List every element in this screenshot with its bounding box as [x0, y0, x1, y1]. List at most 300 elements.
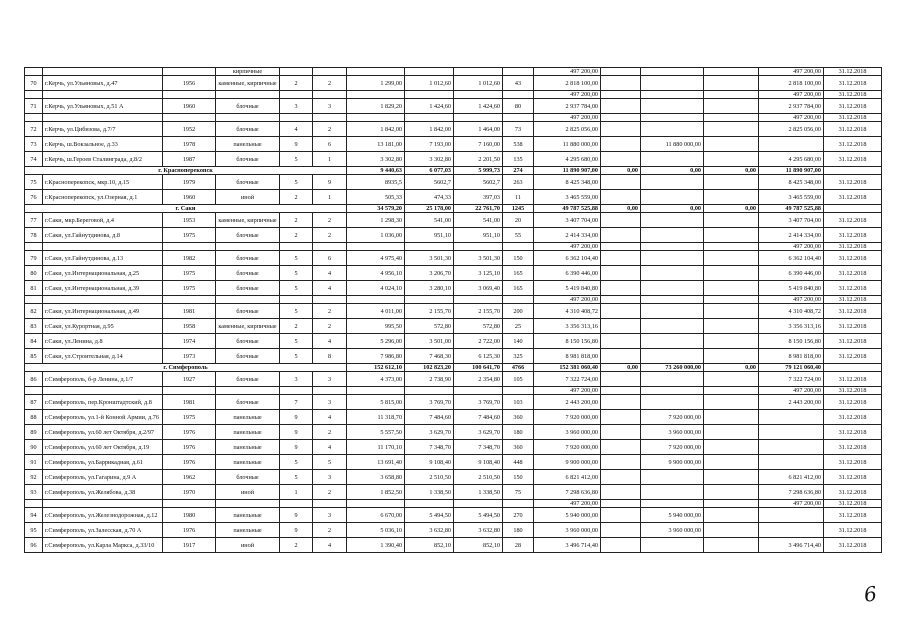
cell-floors: 2	[280, 319, 313, 334]
cell-area_living: 572,80	[405, 319, 454, 334]
cell-floors: 2	[280, 538, 313, 553]
cell-residents: 360	[503, 410, 534, 425]
total-local_budget: 0,00	[704, 364, 759, 372]
cell-local_budget	[704, 410, 759, 425]
cell-date: 31.12.2018	[824, 296, 882, 304]
total-date	[824, 167, 882, 175]
cell-local_budget	[704, 387, 759, 395]
cell-year: 1981	[163, 395, 216, 410]
cell-cost_total: 11 880 000,00	[534, 137, 601, 152]
cell-subsidy	[601, 319, 641, 334]
cell-material: блочные	[216, 372, 280, 387]
cell-address	[43, 500, 163, 508]
cell-residents: 11	[503, 190, 534, 205]
cell-floors: 2	[280, 213, 313, 228]
page-number: 6	[862, 581, 879, 607]
cell-residents: 103	[503, 395, 534, 410]
cell-local_budget	[704, 91, 759, 99]
cell-fund_cost	[641, 296, 704, 304]
table-row	[25, 91, 882, 99]
cell-floors: 9	[280, 137, 313, 152]
cell-residents: 43	[503, 76, 534, 91]
cell-residents	[503, 387, 534, 395]
cell-year: 1975	[163, 228, 216, 243]
cell-cost_total: 2 818 100,00	[534, 76, 601, 91]
cell-local_budget	[704, 440, 759, 455]
table-row	[25, 334, 882, 349]
cell-material: блочные	[216, 470, 280, 485]
cell-address: г.Саки, ул.Интернациональная, д.39	[43, 281, 163, 296]
cell-local_budget	[704, 76, 759, 91]
cell-no	[25, 296, 43, 304]
cell-owners: 7 322 724,00	[759, 372, 824, 387]
cell-entrances	[313, 296, 347, 304]
cell-local_budget	[704, 281, 759, 296]
cell-owners	[759, 137, 824, 152]
cell-material: блочные	[216, 304, 280, 319]
cell-cost_total: 7 920 000,00	[534, 410, 601, 425]
cell-subsidy	[601, 99, 641, 114]
cell-residents: 325	[503, 349, 534, 364]
cell-no	[25, 387, 43, 395]
cell-area_housing	[454, 296, 503, 304]
cell-material: панельные	[216, 440, 280, 455]
cell-entrances: 5	[313, 455, 347, 470]
cell-subsidy	[601, 213, 641, 228]
table-row	[25, 485, 882, 500]
cell-no: 90	[25, 440, 43, 455]
cell-date: 31.12.2018	[824, 319, 882, 334]
cell-residents	[503, 296, 534, 304]
cell-address: г.Керчь, ш.Героев Сталинграда, д.8/2	[43, 152, 163, 167]
cell-area_living: 3 206,70	[405, 266, 454, 281]
cell-date: 31.12.2018	[824, 410, 882, 425]
cell-date: 31.12.2018	[824, 455, 882, 470]
cell-entrances: 4	[313, 440, 347, 455]
cell-date: 31.12.2018	[824, 228, 882, 243]
cell-area_housing: 397,03	[454, 190, 503, 205]
cell-floors	[280, 91, 313, 99]
cell-area_living: 3 302,80	[405, 152, 454, 167]
cell-area_total: 4 956,10	[347, 266, 405, 281]
cell-area_housing: 541,00	[454, 213, 503, 228]
cell-local_budget	[704, 296, 759, 304]
cell-residents: 180	[503, 523, 534, 538]
cell-year	[163, 114, 216, 122]
cell-residents: 73	[503, 122, 534, 137]
table-row	[25, 228, 882, 243]
cell-no: 74	[25, 152, 43, 167]
cell-year: 1980	[163, 508, 216, 523]
total-fund_cost: 0,00	[641, 167, 704, 175]
cell-area_housing: 5602,7	[454, 175, 503, 190]
cell-residents: 150	[503, 251, 534, 266]
cell-no: 89	[25, 425, 43, 440]
cell-residents: 150	[503, 470, 534, 485]
cell-fund_cost	[641, 243, 704, 251]
cell-area_housing: 7 484,60	[454, 410, 503, 425]
cell-owners: 2 414 334,00	[759, 228, 824, 243]
cell-owners: 497 200,00	[759, 114, 824, 122]
cell-subsidy	[601, 349, 641, 364]
cell-residents: 25	[503, 319, 534, 334]
cell-area_housing: 3 501,30	[454, 251, 503, 266]
cell-cost_total: 2 937 784,00	[534, 99, 601, 114]
register-sheet	[24, 67, 881, 553]
cell-no: 91	[25, 455, 43, 470]
cell-owners: 6 362 104,40	[759, 251, 824, 266]
total-residents: 4766	[503, 364, 534, 372]
cell-subsidy	[601, 114, 641, 122]
cell-cost_total: 497 200,00	[534, 387, 601, 395]
cell-no: 71	[25, 99, 43, 114]
cell-residents	[503, 243, 534, 251]
cell-address: г.Красноперекопск, ул.Озерная, д.1	[43, 190, 163, 205]
cell-owners: 497 200,00	[759, 296, 824, 304]
cell-area_housing: 1 464,00	[454, 122, 503, 137]
cell-area_living: 3 629,70	[405, 425, 454, 440]
cell-area_living: 3 501,00	[405, 334, 454, 349]
total-area_total: 34 579,20	[347, 205, 405, 213]
cell-fund_cost	[641, 190, 704, 205]
cell-owners: 5 419 840,80	[759, 281, 824, 296]
cell-entrances	[313, 68, 347, 76]
cell-fund_cost	[641, 395, 704, 410]
cell-year: 1979	[163, 175, 216, 190]
table-row	[25, 281, 882, 296]
cell-owners: 7 298 636,80	[759, 485, 824, 500]
cell-owners	[759, 508, 824, 523]
cell-floors: 9	[280, 410, 313, 425]
cell-area_housing: 3 069,40	[454, 281, 503, 296]
cell-material: панельные	[216, 410, 280, 425]
cell-address	[43, 114, 163, 122]
cell-subsidy	[601, 387, 641, 395]
cell-date: 31.12.2018	[824, 76, 882, 91]
cell-fund_cost	[641, 304, 704, 319]
cell-material: блочные	[216, 281, 280, 296]
cell-entrances: 2	[313, 213, 347, 228]
cell-year: 1958	[163, 319, 216, 334]
cell-local_budget	[704, 508, 759, 523]
cell-area_total: 13 691,40	[347, 455, 405, 470]
cell-area_living	[405, 114, 454, 122]
cell-date: 31.12.2018	[824, 251, 882, 266]
cell-area_living: 9 108,40	[405, 455, 454, 470]
cell-address: г.Керчь, ш.Вокзальное, д.33	[43, 137, 163, 152]
cell-address: г.Симферополь, ул.Залесская, д.70 А	[43, 523, 163, 538]
cell-local_budget	[704, 319, 759, 334]
cell-floors	[280, 387, 313, 395]
cell-address	[43, 91, 163, 99]
cell-no: 96	[25, 538, 43, 553]
cell-floors: 3	[280, 372, 313, 387]
cell-subsidy	[601, 304, 641, 319]
cell-address: г.Саки, ул.Интернациональная, д.49	[43, 304, 163, 319]
cell-local_budget	[704, 99, 759, 114]
cell-area_housing: 3 629,70	[454, 425, 503, 440]
cell-local_budget	[704, 137, 759, 152]
cell-date: 31.12.2018	[824, 152, 882, 167]
total-cost_total: 11 890 907,00	[534, 167, 601, 175]
cell-area_living	[405, 91, 454, 99]
total-fund_cost: 0,00	[641, 205, 704, 213]
cell-floors: 5	[280, 152, 313, 167]
cell-year: 1975	[163, 281, 216, 296]
cell-residents: 55	[503, 228, 534, 243]
cell-subsidy	[601, 538, 641, 553]
cell-owners: 2 818 100,00	[759, 76, 824, 91]
cell-area_housing: 7 160,00	[454, 137, 503, 152]
cell-floors: 7	[280, 395, 313, 410]
cell-area_total: 4 373,00	[347, 372, 405, 387]
cell-material	[216, 500, 280, 508]
cell-entrances: 2	[313, 485, 347, 500]
cell-address: г.Симферополь, ул.60 лет Октября, д.19	[43, 440, 163, 455]
cell-fund_cost	[641, 152, 704, 167]
cell-subsidy	[601, 91, 641, 99]
cell-year: 1974	[163, 334, 216, 349]
total-area_living: 6 077,03	[405, 167, 454, 175]
cell-entrances	[313, 91, 347, 99]
cell-entrances: 6	[313, 137, 347, 152]
cell-material: блочные	[216, 395, 280, 410]
cell-year	[163, 296, 216, 304]
cell-entrances	[313, 114, 347, 122]
cell-no: 80	[25, 266, 43, 281]
cell-year: 1953	[163, 213, 216, 228]
cell-entrances: 4	[313, 334, 347, 349]
table-row	[25, 500, 882, 508]
table-row	[25, 296, 882, 304]
cell-address: г.Саки, ул.Интернациональная, д.25	[43, 266, 163, 281]
cell-entrances: 2	[313, 425, 347, 440]
cell-fund_cost	[641, 485, 704, 500]
cell-entrances: 2	[313, 523, 347, 538]
cell-floors: 5	[280, 349, 313, 364]
cell-subsidy	[601, 190, 641, 205]
cell-fund_cost	[641, 76, 704, 91]
cell-entrances	[313, 500, 347, 508]
cell-local_budget	[704, 114, 759, 122]
cell-date: 31.12.2018	[824, 175, 882, 190]
cell-area_total: 1 036,00	[347, 228, 405, 243]
cell-subsidy	[601, 175, 641, 190]
cell-address: г.Саки, мкр.Береговой, д.4	[43, 213, 163, 228]
cell-area_total: 4 011,00	[347, 304, 405, 319]
total-residents: 1245	[503, 205, 534, 213]
cell-area_housing: 2 722,00	[454, 334, 503, 349]
cell-area_housing: 951,10	[454, 228, 503, 243]
cell-no: 76	[25, 190, 43, 205]
cell-fund_cost: 9 900 000,00	[641, 455, 704, 470]
cell-cost_total: 3 407 704,00	[534, 213, 601, 228]
cell-date: 31.12.2018	[824, 349, 882, 364]
cell-area_total: 13 181,00	[347, 137, 405, 152]
cell-subsidy	[601, 228, 641, 243]
cell-address: г.Керчь, ул.Ульяновых, д.51 А	[43, 99, 163, 114]
total-owners: 49 787 525,88	[759, 205, 824, 213]
table-row	[25, 251, 882, 266]
cell-floors: 9	[280, 425, 313, 440]
total-date	[824, 364, 882, 372]
cell-local_budget	[704, 425, 759, 440]
total-cost_total: 49 787 525,88	[534, 205, 601, 213]
cell-address: г.Саки, ул.Гайнутдинова, д.8	[43, 228, 163, 243]
cell-owners: 8 425 348,00	[759, 175, 824, 190]
cell-address	[43, 243, 163, 251]
cell-no: 92	[25, 470, 43, 485]
cell-area_total	[347, 68, 405, 76]
cell-owners	[759, 440, 824, 455]
table-row	[25, 425, 882, 440]
cell-no: 83	[25, 319, 43, 334]
cell-area_living: 474,33	[405, 190, 454, 205]
cell-no: 78	[25, 228, 43, 243]
cell-area_living: 951,10	[405, 228, 454, 243]
cell-area_living: 7 193,00	[405, 137, 454, 152]
cell-cost_total: 5 940 000,00	[534, 508, 601, 523]
cell-owners: 2 443 200,00	[759, 395, 824, 410]
cell-subsidy	[601, 425, 641, 440]
cell-material: блочные	[216, 266, 280, 281]
cell-local_budget	[704, 349, 759, 364]
table-row	[25, 538, 882, 553]
cell-area_total: 6 670,00	[347, 508, 405, 523]
cell-floors: 4	[280, 122, 313, 137]
cell-area_total: 3 658,80	[347, 470, 405, 485]
cell-floors: 5	[280, 470, 313, 485]
cell-no: 85	[25, 349, 43, 364]
cell-year: 1978	[163, 137, 216, 152]
cell-local_budget	[704, 538, 759, 553]
cell-fund_cost: 5 940 000,00	[641, 508, 704, 523]
cell-fund_cost	[641, 91, 704, 99]
cell-address: г.Керчь, ул.Ульяновых, д.47	[43, 76, 163, 91]
cell-area_living: 3 501,30	[405, 251, 454, 266]
cell-residents: 180	[503, 425, 534, 440]
table-row	[25, 523, 882, 538]
cell-material: каменные, кирпичные	[216, 319, 280, 334]
cell-no: 70	[25, 76, 43, 91]
cell-area_total	[347, 500, 405, 508]
cell-date: 31.12.2018	[824, 213, 882, 228]
table-row	[25, 114, 882, 122]
cell-cost_total: 3 356 313,16	[534, 319, 601, 334]
cell-local_budget	[704, 122, 759, 137]
cell-material	[216, 296, 280, 304]
cell-area_total: 5 815,00	[347, 395, 405, 410]
cell-fund_cost	[641, 500, 704, 508]
cell-subsidy	[601, 243, 641, 251]
cell-material: панельные	[216, 425, 280, 440]
cell-date: 31.12.2018	[824, 266, 882, 281]
cell-address: г.Саки, ул.Строительная, д.14	[43, 349, 163, 364]
cell-fund_cost: 3 960 000,00	[641, 425, 704, 440]
cell-entrances: 6	[313, 251, 347, 266]
cell-year	[163, 68, 216, 76]
cell-area_living: 1 424,60	[405, 99, 454, 114]
cell-fund_cost	[641, 213, 704, 228]
section-total-row	[25, 364, 882, 372]
cell-subsidy	[601, 137, 641, 152]
cell-entrances: 3	[313, 395, 347, 410]
cell-fund_cost	[641, 372, 704, 387]
cell-owners	[759, 425, 824, 440]
cell-address: г.Симферополь, пер.Кронштадтский, д.8	[43, 395, 163, 410]
cell-subsidy	[601, 440, 641, 455]
total-cost_total: 152 381 060,40	[534, 364, 601, 372]
cell-address: г.Красноперекопск, мкр.10, д.15	[43, 175, 163, 190]
cell-subsidy	[601, 455, 641, 470]
cell-cost_total: 9 900 000,00	[534, 455, 601, 470]
cell-local_budget	[704, 523, 759, 538]
cell-material: каменные, кирпичные	[216, 213, 280, 228]
table-row	[25, 395, 882, 410]
cell-floors: 1	[280, 485, 313, 500]
cell-year: 1982	[163, 251, 216, 266]
table-row	[25, 508, 882, 523]
cell-entrances: 4	[313, 410, 347, 425]
cell-address: г.Саки, ул.Гайнутдинова, д.13	[43, 251, 163, 266]
cell-fund_cost	[641, 68, 704, 76]
cell-cost_total: 8 981 818,00	[534, 349, 601, 364]
table-row	[25, 152, 882, 167]
cell-floors: 5	[280, 304, 313, 319]
total-area_housing: 5 999,73	[454, 167, 503, 175]
cell-owners: 6 390 446,00	[759, 266, 824, 281]
cell-date: 31.12.2018	[824, 395, 882, 410]
cell-entrances: 4	[313, 538, 347, 553]
cell-subsidy	[601, 68, 641, 76]
cell-area_total: 5 036,10	[347, 523, 405, 538]
cell-year: 1973	[163, 349, 216, 364]
cell-area_total: 1 842,00	[347, 122, 405, 137]
total-owners: 11 890 907,00	[759, 167, 824, 175]
cell-local_budget	[704, 190, 759, 205]
table-body	[25, 68, 882, 553]
section-total-row	[25, 205, 882, 213]
cell-residents: 165	[503, 281, 534, 296]
cell-floors	[280, 500, 313, 508]
cell-address	[43, 387, 163, 395]
total-area_total: 9 440,63	[347, 167, 405, 175]
cell-material: панельные	[216, 508, 280, 523]
cell-cost_total: 3 465 559,00	[534, 190, 601, 205]
total-area_housing: 100 641,70	[454, 364, 503, 372]
table-row	[25, 122, 882, 137]
cell-address: г.Керчь, ул.Цибизова, д.7/7	[43, 122, 163, 137]
total-subsidy: 0,00	[601, 364, 641, 372]
cell-year: 1975	[163, 266, 216, 281]
cell-entrances: 2	[313, 122, 347, 137]
cell-area_total: 1 298,30	[347, 213, 405, 228]
cell-local_budget	[704, 251, 759, 266]
cell-fund_cost	[641, 349, 704, 364]
cell-cost_total: 497 200,00	[534, 243, 601, 251]
cell-floors: 2	[280, 76, 313, 91]
cell-cost_total: 3 960 000,00	[534, 425, 601, 440]
cell-material: панельные	[216, 523, 280, 538]
cell-local_budget	[704, 304, 759, 319]
cell-cost_total: 5 419 840,80	[534, 281, 601, 296]
cell-area_housing	[454, 114, 503, 122]
cell-date: 31.12.2018	[824, 334, 882, 349]
cell-cost_total: 6 362 104,40	[534, 251, 601, 266]
cell-floors	[280, 243, 313, 251]
cell-no: 81	[25, 281, 43, 296]
cell-residents: 270	[503, 508, 534, 523]
